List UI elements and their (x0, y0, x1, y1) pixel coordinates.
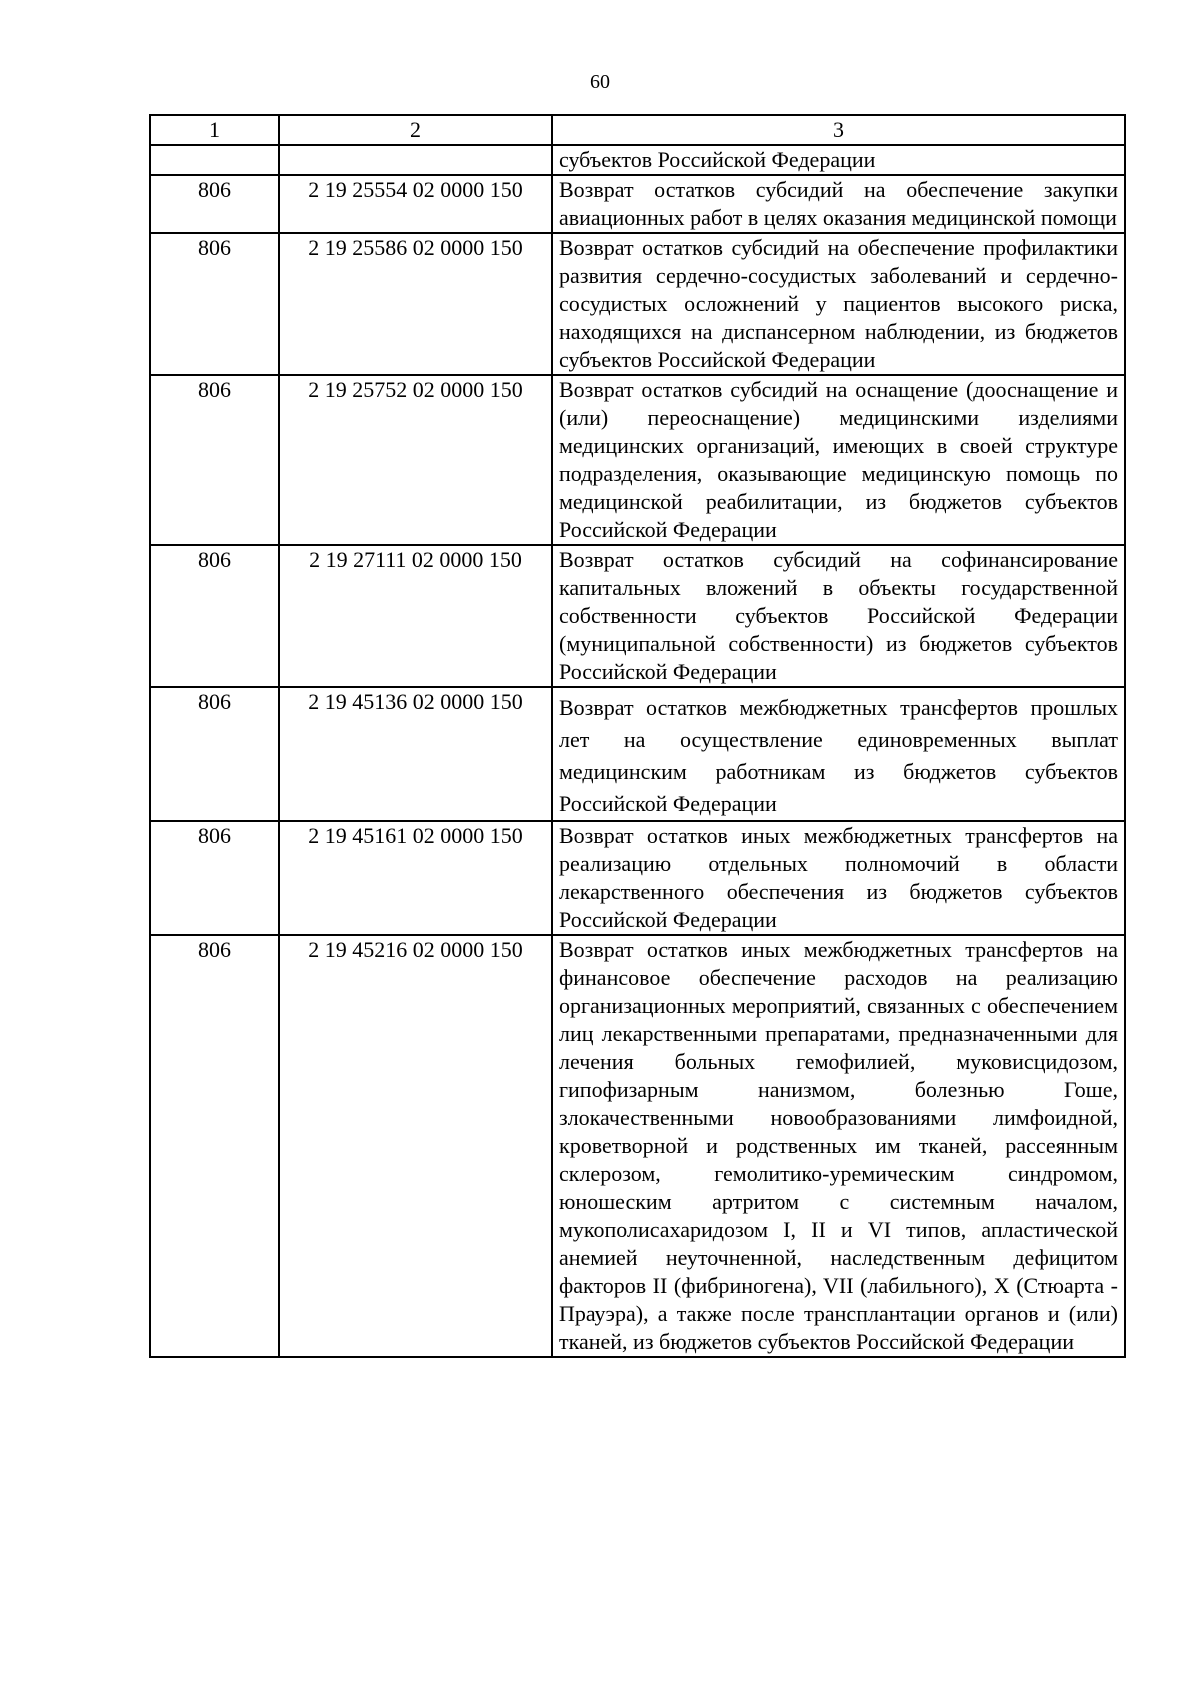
column-number-3: 3 (552, 115, 1125, 145)
column-number-2: 2 (279, 115, 552, 145)
row-description: Возврат остатков иных межбюджетных трансфертов на финансовое обеспечение расходов на реализацию организационных мероприятий, связанных с обеспечением лиц лекарственными препаратами, предназначенными для лечения больных гемофилией, муковисцидозом, гипофизарным нанизмом, болезнью Гоше, злокачественными новообразованиями лимфоидной, кроветворной и родственных им тканей, рассеянным склерозом, гемолитико-уремическим синдромом, юношеским артритом с системным началом, мукополисахаридозом I, II и VI типов, апластической анемией неуточненной, наследственным дефицитом факторов II (фибриногена), VII (лабильного), X (Стюарта - Прауэра), а также после трансплантации органов и (или) тканей, из бюджетов субъектов Российской Федерации (552, 935, 1125, 1357)
row-description: Возврат остатков субсидий на оснащение (дооснащение и (или) переоснащение) медицинскими изделиями медицинских организаций, имеющих в своей структуре подразделения, оказывающие медицинскую помощь по медицинской реабилитации, из бюджетов субъектов Российской Федерации (552, 375, 1125, 545)
budget-code: 2 19 27111 02 0000 150 (279, 545, 552, 687)
table-header-row (150, 115, 1125, 145)
row-description: Возврат остатков субсидий на обеспечение профилактики развития сердечно-сосудистых заболеваний и сердечно-сосудистых осложнений у пациентов высокого риска, находящихся на диспансерном наблюдении, из бюджетов субъектов Российской Федерации (552, 233, 1125, 375)
budget-code: 2 19 45136 02 0000 150 (279, 687, 552, 821)
row-description: Возврат остатков субсидий на софинансирование капитальных вложений в объекты государственной собственности субъектов Российской Федерации (муниципальной собственности) из бюджетов субъектов Российской Федерации (552, 545, 1125, 687)
table-row (150, 233, 1125, 375)
table-row (150, 375, 1125, 545)
page-number: 60 (590, 71, 610, 93)
row-description: Возврат остатков иных межбюджетных трансфертов на реализацию отдельных полномочий в области лекарственного обеспечения из бюджетов субъектов Российской Федерации (552, 821, 1125, 935)
table-row (150, 545, 1125, 687)
table-row (150, 175, 1125, 233)
income-codes-table (149, 114, 1126, 1358)
row-description: Возврат остатков межбюджетных трансфертов прошлых лет на осуществление единовременных выплат медицинским работникам из бюджетов субъектов Российской Федерации (552, 687, 1125, 821)
admin-code: 806 (150, 687, 279, 821)
budget-code: 2 19 25586 02 0000 150 (279, 233, 552, 375)
table-row (150, 821, 1125, 935)
admin-code: 806 (150, 935, 279, 1357)
empty-cell (279, 145, 552, 175)
admin-code: 806 (150, 821, 279, 935)
empty-cell (150, 145, 279, 175)
budget-code: 2 19 25752 02 0000 150 (279, 375, 552, 545)
column-number-1: 1 (150, 115, 279, 145)
table-row-continuation (150, 145, 1125, 175)
table-row (150, 935, 1125, 1357)
table-row (150, 687, 1125, 821)
budget-code: 2 19 45216 02 0000 150 (279, 935, 552, 1357)
budget-code: 2 19 25554 02 0000 150 (279, 175, 552, 233)
admin-code: 806 (150, 175, 279, 233)
row-description: Возврат остатков субсидий на обеспечение закупки авиационных работ в целях оказания медицинской помощи (552, 175, 1125, 233)
continuation-text: субъектов Российской Федерации (552, 145, 1125, 175)
admin-code: 806 (150, 375, 279, 545)
admin-code: 806 (150, 545, 279, 687)
budget-code: 2 19 45161 02 0000 150 (279, 821, 552, 935)
admin-code: 806 (150, 233, 279, 375)
